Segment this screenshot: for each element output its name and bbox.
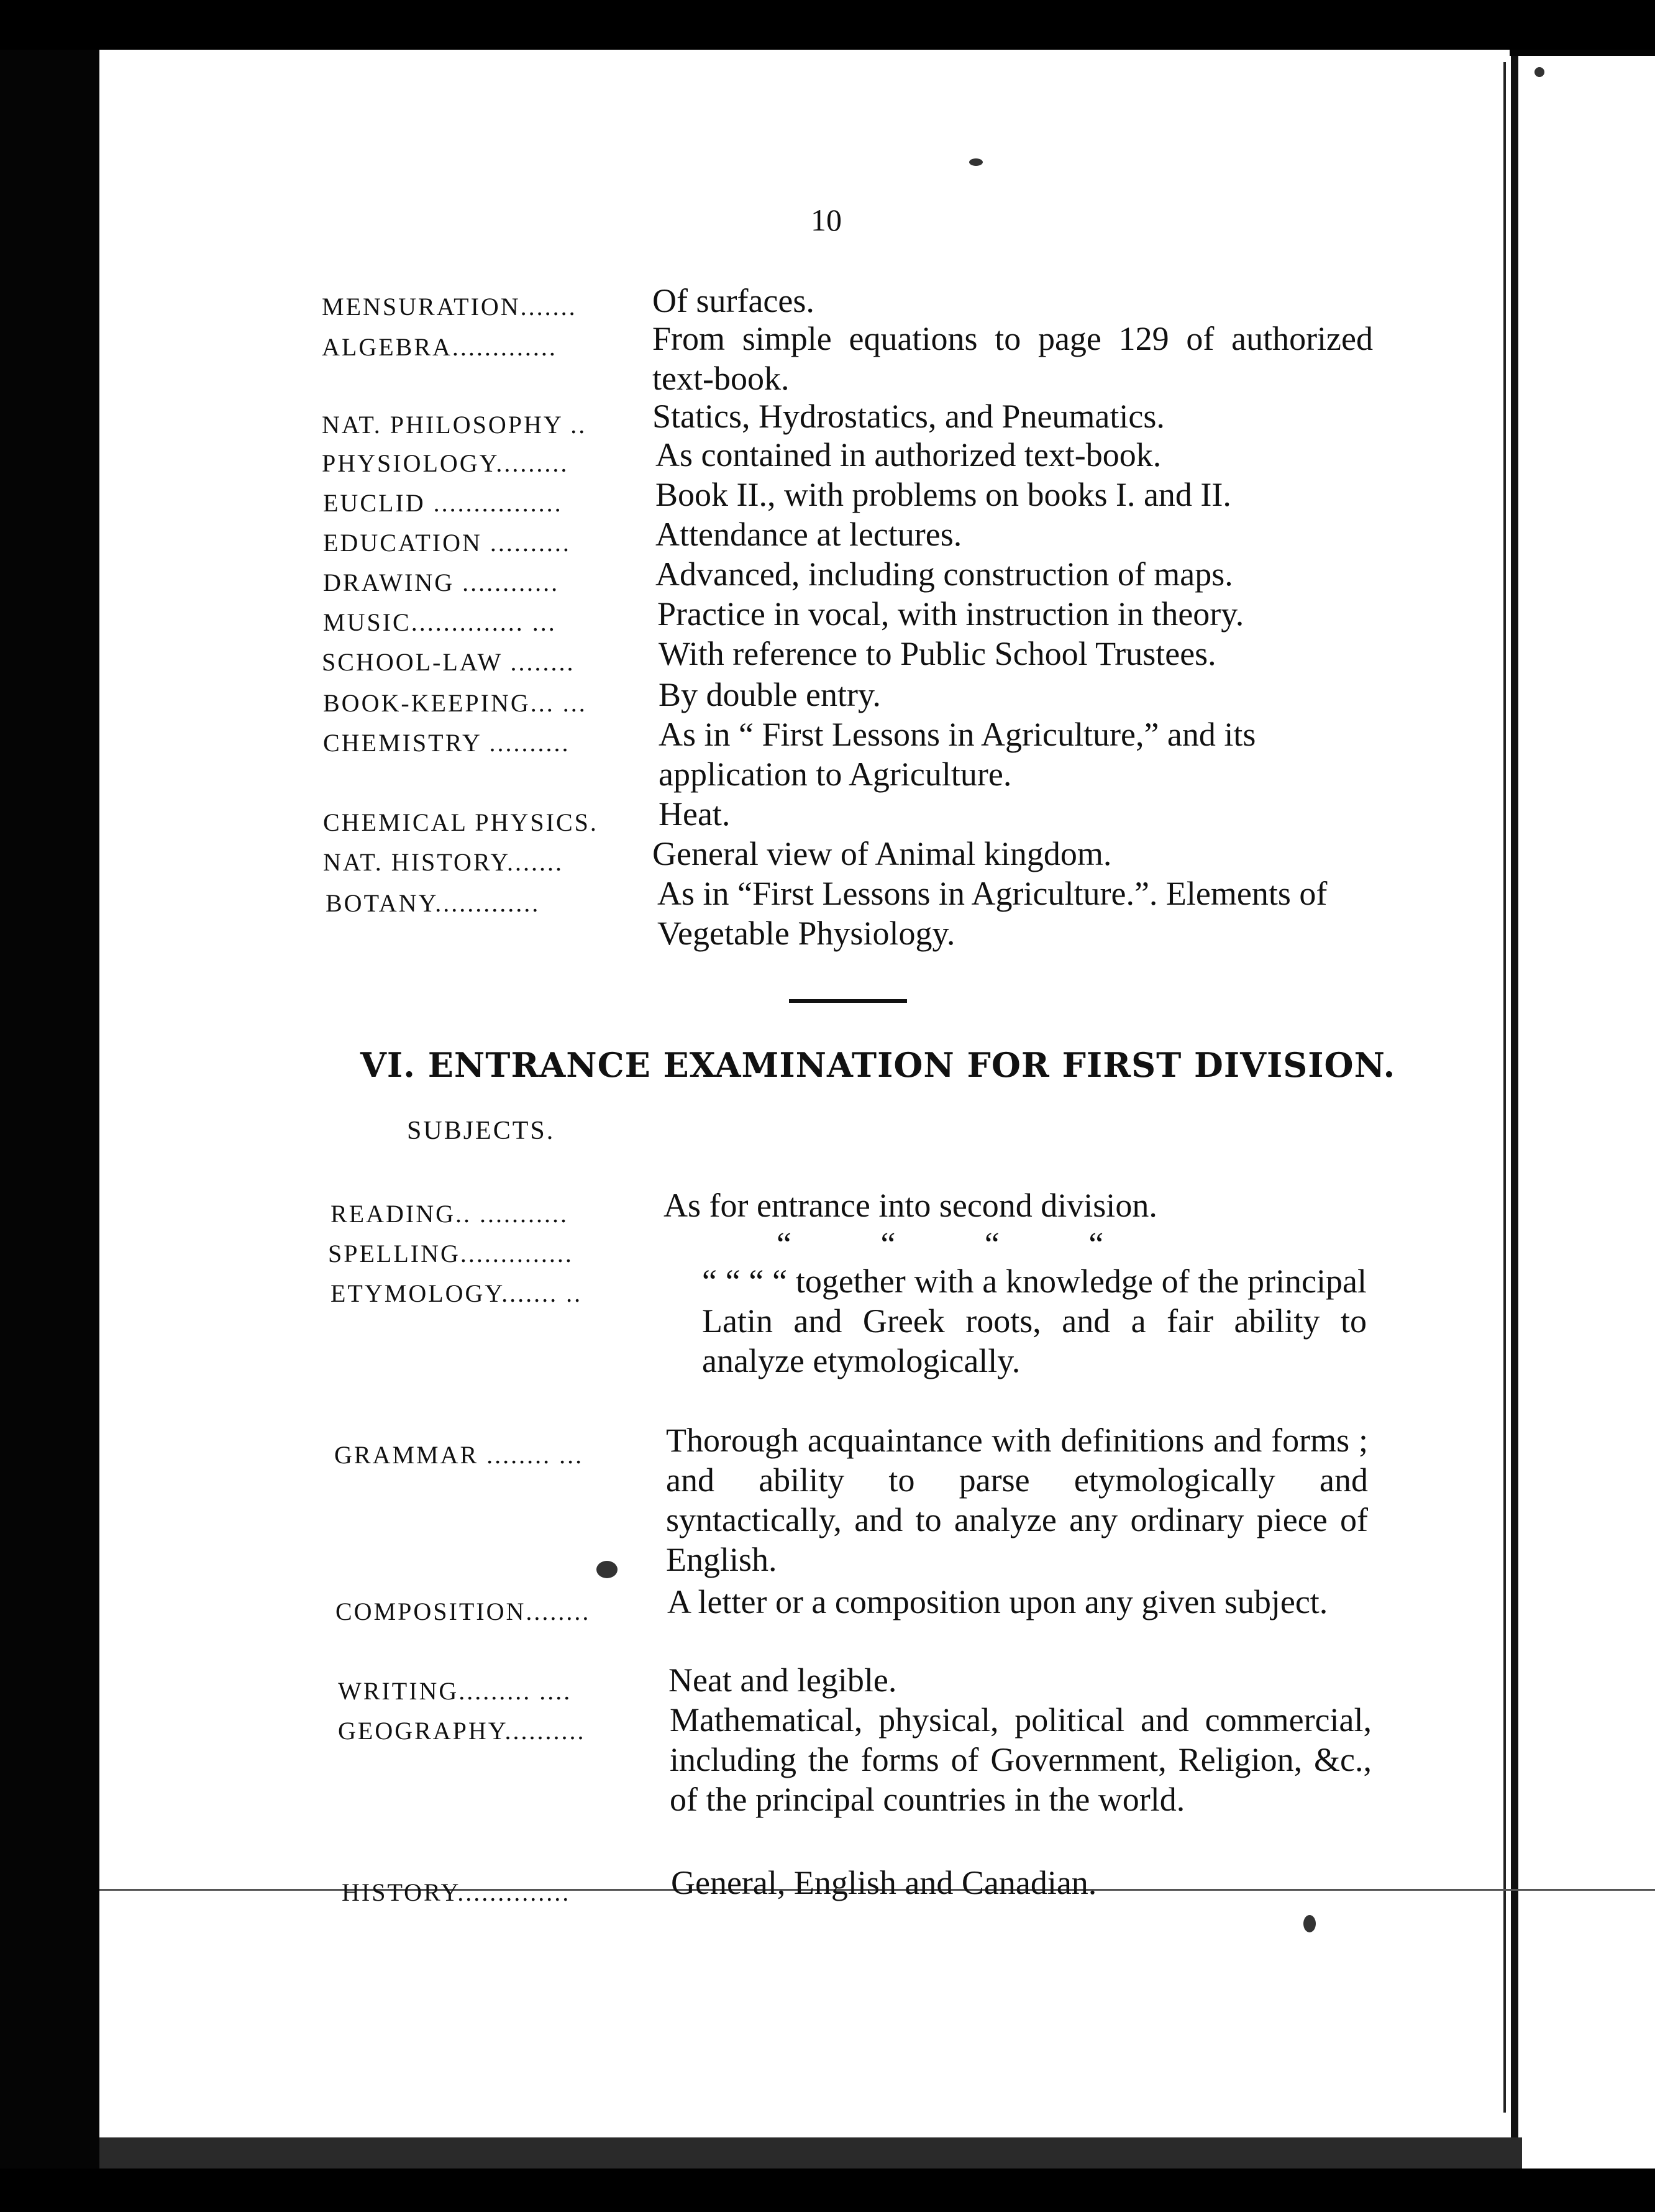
page-number: 10 — [811, 203, 842, 237]
subject-description: Book II., with problems on books I. and II. — [655, 476, 1231, 513]
subject-label: ALGEBRA............. — [322, 333, 557, 361]
subject-description: General, English and Canadian. — [671, 1864, 1097, 1901]
subject-label: EUCLID ................ — [323, 489, 563, 517]
subject-description: As contained in authorized text-book. — [655, 436, 1162, 473]
subject-description: Thorough acquaintance with definitions and forms ; and ability to parse etymologically and syntactically, and to analyze any ordinary piece of English. — [666, 1422, 1368, 1578]
subject-label: MENSURATION....... — [322, 293, 577, 321]
scan-border-top — [0, 0, 1655, 50]
subject-description: With reference to Public School Trustees. — [659, 635, 1216, 672]
subject-description: From simple equations to page 129 of authorized text-book. — [652, 320, 1373, 397]
subject-label: SPELLING.............. — [328, 1240, 573, 1268]
subject-label: PHYSIOLOGY......... — [322, 449, 569, 477]
subject-label: GRAMMAR ........ ... — [334, 1441, 584, 1469]
subject-description: Advanced, including construction of maps. — [655, 555, 1233, 593]
ink-blot — [596, 1561, 618, 1578]
scan-border-bottom — [0, 2169, 1655, 2212]
subject-label: CHEMISTRY .......... — [323, 729, 570, 757]
page-bottom-edge — [99, 2137, 1522, 2169]
subject-description: General view of Animal kingdom. — [652, 835, 1112, 872]
ink-blot — [1303, 1915, 1316, 1932]
subject-label: MUSIC.............. ... — [323, 608, 557, 636]
section-heading: VI. ENTRANCE EXAMINATION FOR FIRST DIVISION. — [360, 1045, 1396, 1085]
subject-description: “ “ “ “ together with a knowledge of the principal Latin and Greek roots, and a fair ability to analyze etymologically. — [702, 1263, 1367, 1379]
subject-description: Heat. — [659, 795, 731, 833]
subject-label: DRAWING ............ — [323, 569, 560, 596]
subject-description: Neat and legible. — [668, 1661, 897, 1699]
subject-description: Statics, Hydrostatics, and Pneumatics. — [652, 398, 1165, 435]
subject-label: BOTANY............. — [326, 889, 540, 917]
subject-description: Mathematical, physical, political and commercial, including the forms of Government, Religion, &c., of the principal countries in the world. — [670, 1701, 1372, 1818]
page-gutter-shadow — [1503, 62, 1506, 2113]
subject-label: NAT. PHILOSOPHY .. — [322, 411, 587, 439]
subject-description: Of surfaces. — [652, 282, 814, 319]
subject-description: A letter or a composition upon any given subject. — [667, 1583, 1328, 1620]
section-divider-rule — [789, 999, 907, 1003]
subjects-column-label: SUBJECTS. — [407, 1117, 555, 1145]
subject-label: READING.. ........... — [331, 1200, 568, 1228]
subject-label: NAT. HISTORY....... — [323, 848, 564, 876]
subject-description: Attendance at lectures. — [655, 516, 962, 553]
subject-label: HISTORY.............. — [342, 1878, 571, 1906]
subject-label: COMPOSITION........ — [335, 1597, 591, 1625]
subject-label: CHEMICAL PHYSICS. — [323, 808, 598, 836]
subject-label: ETYMOLOGY....... .. — [331, 1279, 583, 1307]
subject-label: GEOGRAPHY.......... — [338, 1717, 586, 1745]
subject-label: SCHOOL-LAW ........ — [322, 648, 575, 676]
scan-speck — [1534, 67, 1544, 77]
subject-description: By double entry. — [659, 676, 881, 713]
page-gutter — [1511, 56, 1518, 2187]
subject-description: As in “First Lessons in Agriculture.”. Elements of Vegetable Physiology. — [657, 875, 1328, 952]
subject-label: BOOK-KEEPING... ... — [323, 689, 587, 717]
subject-label: EDUCATION .......... — [323, 529, 571, 557]
subject-description: As for entrance into second division. — [663, 1187, 1157, 1224]
subject-description: “ “ “ “ — [777, 1225, 1104, 1263]
scan-speck — [969, 158, 983, 166]
subject-description: Practice in vocal, with instruction in theory. — [657, 595, 1244, 633]
facing-page-edge — [1510, 56, 1655, 2187]
subject-description: As in “ First Lessons in Agriculture,” and its application to Agriculture. — [659, 716, 1256, 793]
subject-label: WRITING......... .... — [338, 1677, 572, 1705]
